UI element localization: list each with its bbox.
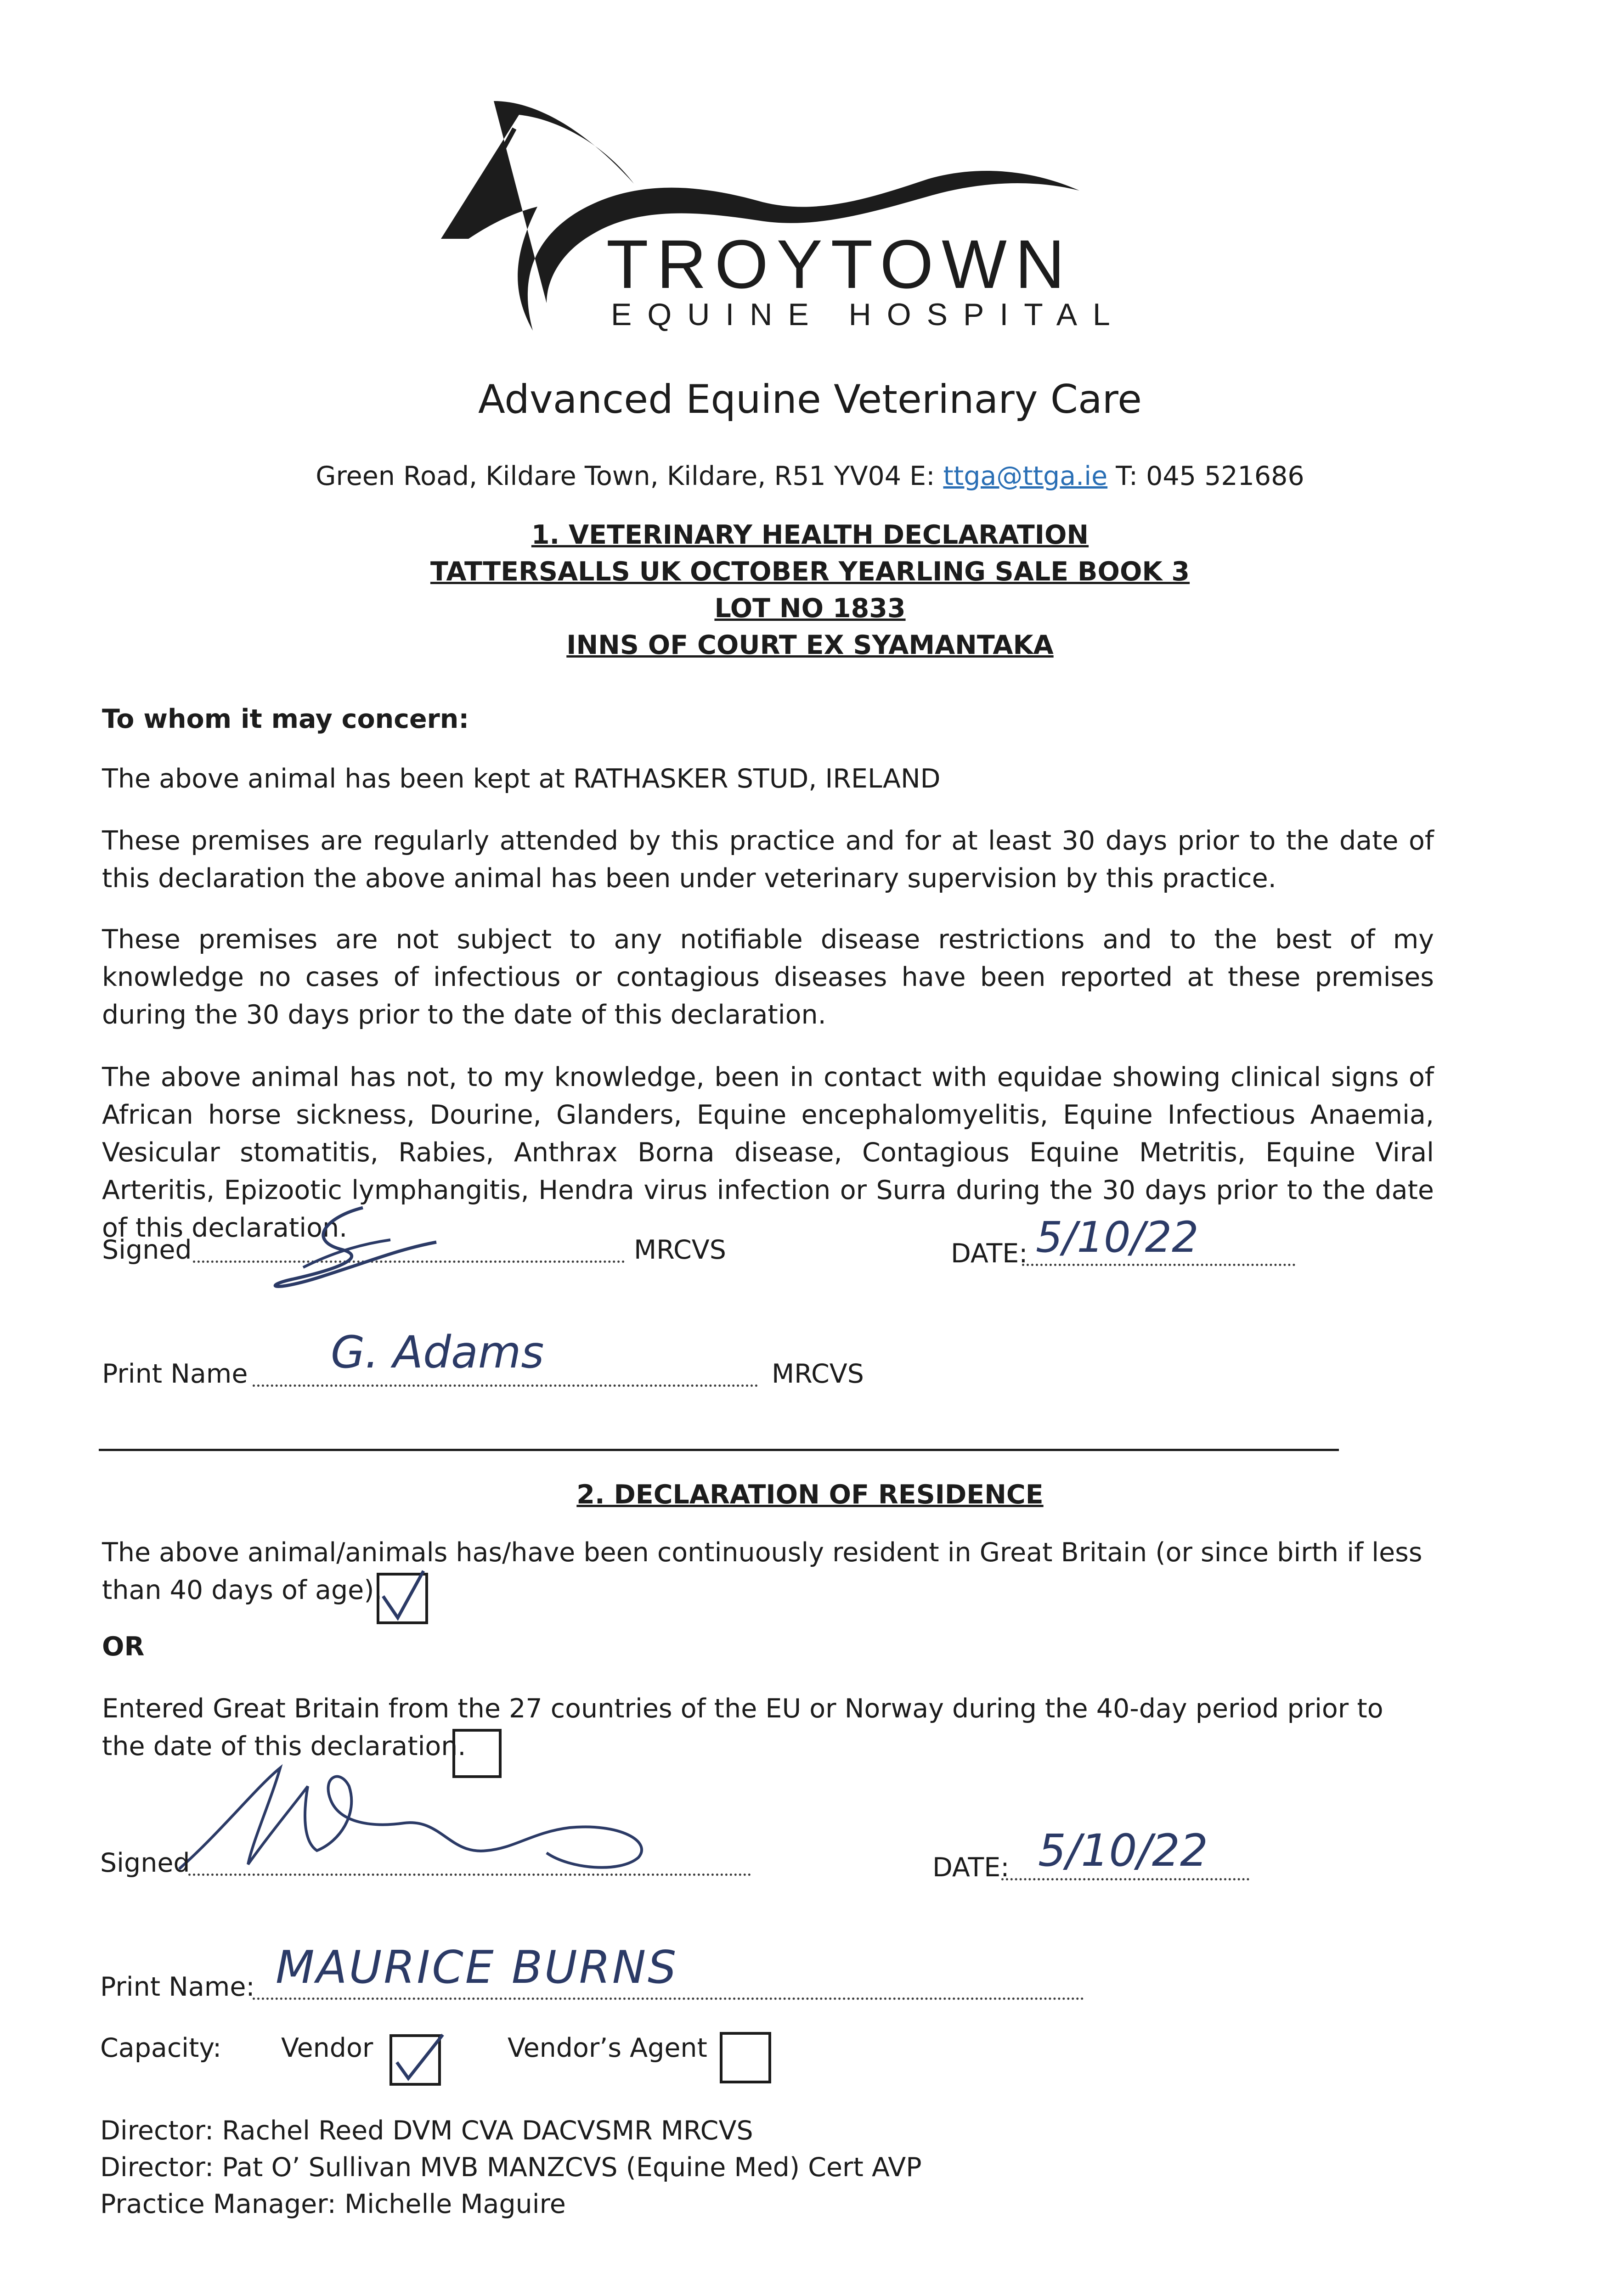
- print-name-value-2: MAURICE BURNS: [276, 1941, 678, 1994]
- date-label-1: DATE:: [951, 1238, 1028, 1269]
- vendor-checkbox[interactable]: [389, 2034, 441, 2086]
- print-name-label-1: Print Name: [102, 1359, 248, 1389]
- paragraph-contact: The above animal has not, to my knowledge, been in contact with equidae showing clinical signs of African horse sickness, Dourine, Glanders, Equine encephalomyelitis, Equine Infectious Anaemia, Vesicular stomatitis, Rabies, Anthrax Borna disease, Contagious Equine Metritis, Equine Viral Arteritis, Epizootic lymphangitis, Hendra virus infection or Surra during the 30 days prior to the date of this declaration.: [102, 1062, 1434, 1243]
- address: Green Road, Kildare Town, Kildare, R51 YV04 E:: [316, 461, 943, 491]
- signature-line-2[interactable]: [188, 1874, 751, 1876]
- footer-director-1: Director: Rachel Reed DVM CVA DACVSMR MRCVS: [100, 2116, 753, 2146]
- contact-line: [0, 457, 1620, 495]
- salutation: To whom it may concern:: [102, 704, 469, 734]
- mrcvs-label-2: MRCVS: [772, 1359, 864, 1389]
- date-value-1: 5/10/22: [1036, 1213, 1199, 1262]
- print-name-line-2[interactable]: [253, 1998, 1084, 2000]
- section1-heading-2: TATTERSALLS UK OCTOBER YEARLING SALE BOOK 3: [430, 557, 1190, 587]
- mrcvs-label-1: MRCVS: [634, 1235, 726, 1265]
- print-name-value-1: G. Adams: [331, 1327, 544, 1378]
- date-label-2: DATE:: [932, 1852, 1010, 1883]
- date-line-2[interactable]: [1001, 1878, 1249, 1880]
- section1-heading-3: LOT NO 1833: [714, 593, 906, 624]
- capacity-label: Capacity:: [100, 2033, 222, 2063]
- residence-option-1: The above animal/animals has/have been continuously resident in Great Britain (or since birth if less than 40 days of age).: [102, 1537, 1422, 1605]
- footer-director-2: Director: Pat O’ Sullivan MVB MANZCVS (Equine Med) Cert AVP: [100, 2152, 922, 2183]
- logo: [441, 87, 1130, 344]
- section1-heading-4: INNS OF COURT EX SYAMANTAKA: [566, 630, 1054, 660]
- footer-practice-manager: Practice Manager: Michelle Maguire: [100, 2189, 566, 2219]
- signature-1: [253, 1199, 446, 1295]
- print-name-line-1[interactable]: [253, 1384, 758, 1387]
- brand-name: TROYTOWN: [606, 225, 1073, 303]
- phone: T: 045 521686: [1107, 461, 1304, 491]
- signed-label-2: Signed: [100, 1848, 190, 1878]
- brand-subtitle: EQUINE HOSPITAL: [611, 297, 1126, 332]
- signature-2: [165, 1759, 661, 1878]
- vendor-agent-label: Vendor’s Agent: [508, 2033, 707, 2063]
- paragraph-premises: The above animal has been kept at RATHASKER STUD, IRELAND: [102, 764, 941, 794]
- vendor-label: Vendor: [281, 2033, 373, 2063]
- date-line-1[interactable]: [1022, 1264, 1295, 1266]
- residence-checkbox-1[interactable]: [377, 1573, 428, 1624]
- section2-heading: 2. DECLARATION OF RESIDENCE: [576, 1480, 1044, 1510]
- check-mark-icon: [392, 2037, 438, 2083]
- section-divider: [99, 1449, 1339, 1451]
- section1-heading-1: 1. VETERINARY HEALTH DECLARATION: [531, 520, 1089, 550]
- email-link[interactable]: ttga@ttga.ie: [943, 461, 1108, 491]
- paragraph-disease: These premises are not subject to any notifiable disease restrictions and to the best of my knowledge no cases of infectious or contagious diseases have been reported at these premises during the 30 days prior to the date of this declaration.: [102, 924, 1434, 1030]
- tagline: Advanced Equine Veterinary Care: [478, 377, 1142, 422]
- residence-option-2: Entered Great Britain from the 27 countries of the EU or Norway during the 40-day period prior to the date of this declaration.: [102, 1694, 1383, 1761]
- print-name-label-2: Print Name:: [100, 1972, 255, 2002]
- vendor-agent-checkbox[interactable]: [720, 2032, 771, 2083]
- date-value-2: 5/10/22: [1038, 1825, 1208, 1876]
- or-label: OR: [102, 1632, 145, 1662]
- signed-label-1: Signed: [102, 1235, 192, 1265]
- check-mark-icon: [379, 1576, 425, 1621]
- paragraph-supervision: These premises are regularly attended by this practice and for at least 30 days prior to the date of this declaration the above animal has been under veterinary supervision by this practice.: [102, 826, 1434, 894]
